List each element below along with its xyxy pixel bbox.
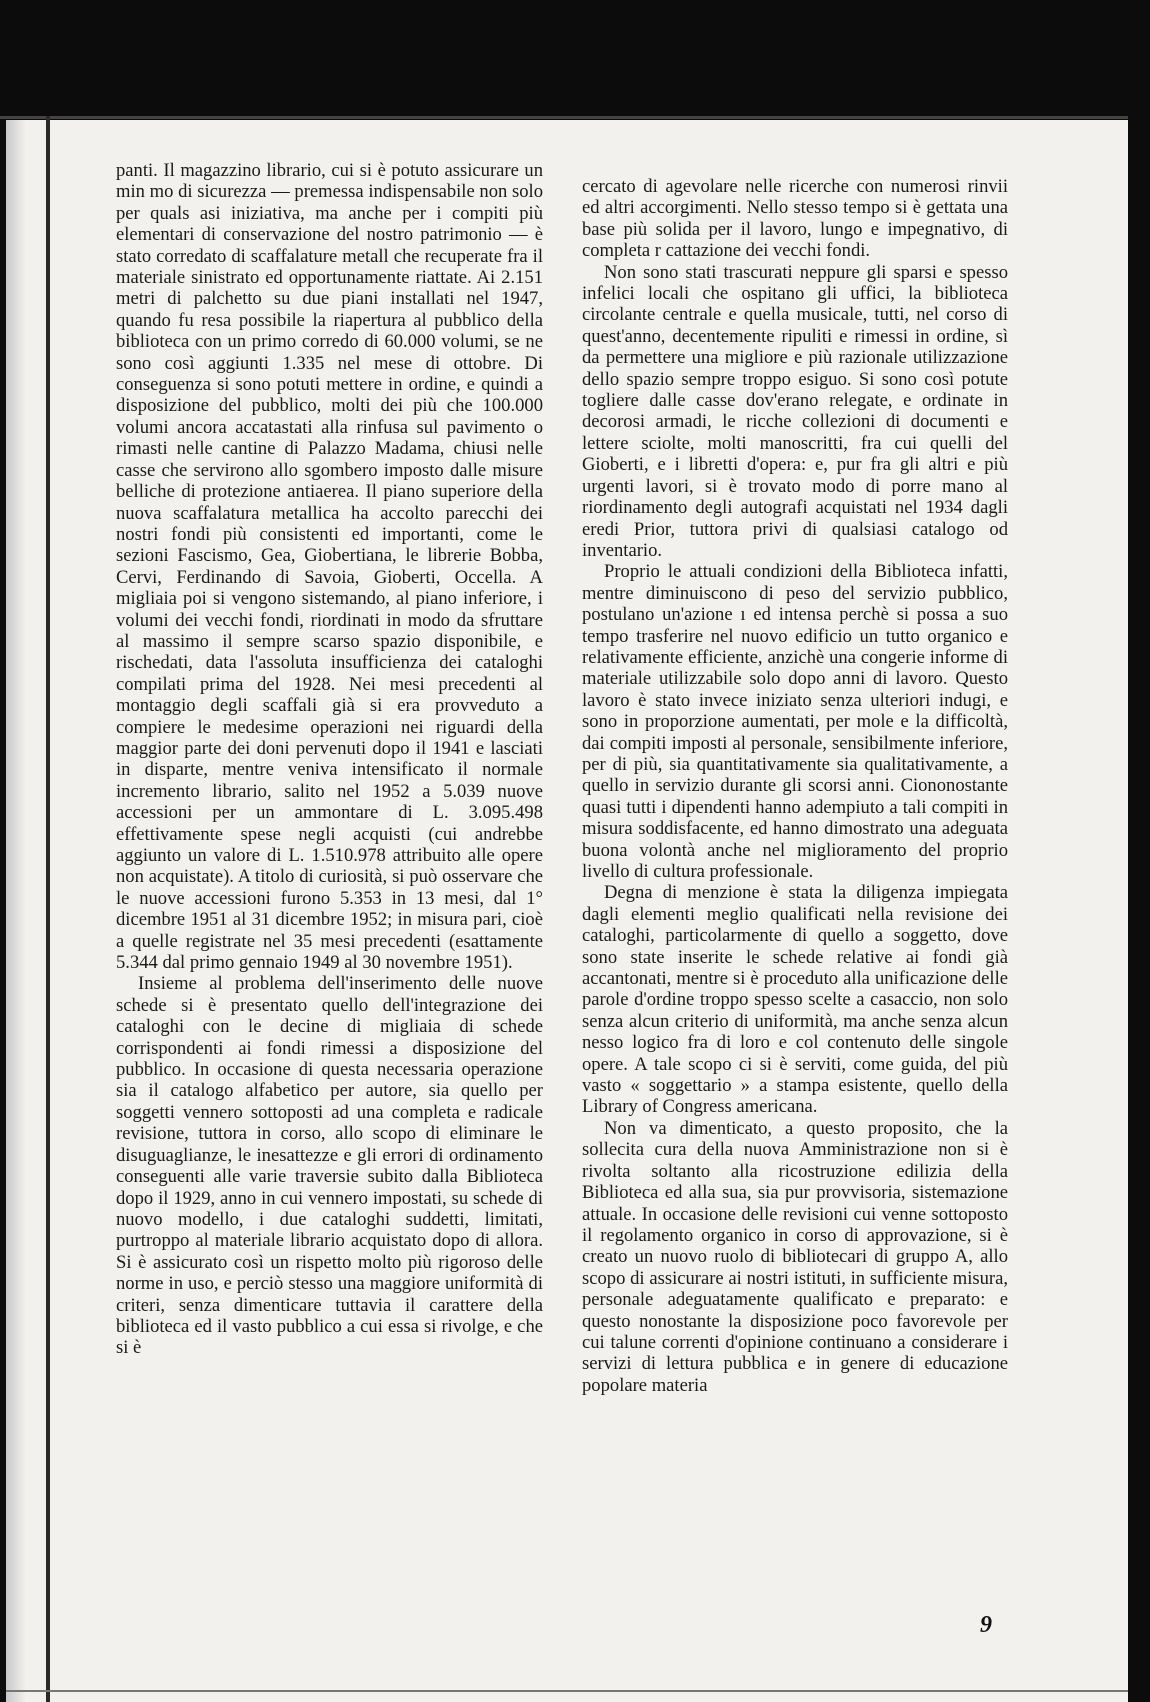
right-paragraph-2: Non sono stati trascurati neppure gli sparsi e spesso infelici locali che ospitano gli uffici, la biblioteca circolante centrale e quella musicale, tutti, nel corso di quest'anno, decentemente ripuliti e rimessi in ordine, sì da permettere una migliore e più razionale utilizzazione dello spazio sempre troppo esiguo. Si sono così potute togliere dalle casse dov'erano relegate, e ordinate in decorosi armadi, le ricche collezioni di documenti e lettere sciolte, molti manoscritti, fra cui quelli del Gioberti, e i libretti d'opera: e, pur fra gli altri e più urgenti lavori, si è trovato modo di porre mano al riordinamento degli autografi acquistati nel 1934 dagli eredi Prior, tuttora privi di qualsiasi catalogo od inventario. bbox=[582, 261, 1008, 561]
scan-border-top bbox=[0, 0, 1150, 120]
right-paragraph-4: Degna di menzione è stata la diligenza impiegata dagli elementi meglio qualificati nella revisione dei cataloghi, particolarmente di quello a soggetto, dove sono state inserite le schede relative ai fondi già accantonati, mentre si è proceduto alla unificazione delle parole d'ordine troppo spesso scelte a casaccio, non solo senza alcun criterio di uniformità, ma anche senza alcun nesso logico fra di loro e col contenuto delle singole opere. A tale scopo ci si è serviti, come guida, del più vasto « soggettario » a stampa esistente, quello della Library of Congress americana. bbox=[582, 882, 1008, 1118]
scan-border-right bbox=[1128, 0, 1150, 1702]
page-number: 9 bbox=[980, 1612, 992, 1638]
right-paragraph-5: Non va dimenticato, a questo proposito, che la sollecita cura della nuova Amministrazione non si è rivolta soltanto alla ricostruzione edilizia della Biblioteca ed alla sua, sia pur provvisoria, sistemazione attuale. In occasione delle revisioni cui venne sottoposto il regolamento organico in corso di approvazione, si è creato un nuovo ruolo di bibliotecari di gruppo A, allo scopo di assicurare ai nostri istituti, in sufficiente misura, personale adeguatamente qualificato e preparato: e questo nonostante la disposizione poco favorevole per cui talune correnti d'opinione continuano a considerare i servizi di lettura pubblica e in genere di educazione popolare materia bbox=[582, 1117, 1008, 1396]
left-paragraph-1: panti. Il magazzino librario, cui si è potuto assicurare un min mo di sicurezza — premessa indispensabile non solo per quals asi iniziativa, ma anche per i compiti più elementari di conservazione del nostro patrimonio — è stato corredato di scaffalature metall che recuperate fra il materiale sinistrato ed opportunamente riattate. Ai 2.151 metri di palchetto su due piani installati nel 1947, quando fu resa possibile la riapertura al pubblico della biblioteca con un primo corredo di 60.000 volumi, se ne sono così aggiunti 1.335 nel mese di ottobre. Di conseguenza si sono potuti mettere in ordine, e quindi a disposizione del pubblico, molti dei più che 100.000 volumi ancora accatastati alla rinfusa sul pavimento o rimasti nelle cantine di Palazzo Madama, chiusi nelle casse che servirono allo sgombero imposto dalle misure belliche di protezione antiaerea. Il piano superiore della nuova scaffalatura metallica ha accolto parecchi dei nostri fondi più consistenti ed importanti, come le sezioni Fascismo, Gea, Giobertiana, le librerie Bobba, Cervi, Ferdinando di Savoia, Gioberti, Occella. A migliaia poi si vengono sistemando, al piano inferiore, i volumi dei vecchi fondi, riordinati in modo da sfruttare al massimo il sempre scarso spazio disponibile, e rischedati, data l'assoluta insufficienza dei cataloghi compilati prima del 1928. Nei mesi precedenti al montaggio degli scaffali già si era provveduto a compiere le medesime operazioni nei riguardi della maggior parte dei doni pervenuti dopo il 1941 e lasciati in disparte, mentre veniva intensificato il normale incremento librario, salito nel 1952 a 5.039 nuove accessioni per un ammontare di L. 3.095.498 effettivamente spese negli acquisti (cui andrebbe aggiunto un valore di L. 1.510.978 attribuito alle opere non acquistate). A titolo di curiosità, si può osservare che le nuove accessioni furono 5.353 in 13 mesi, dal 1° dicembre 1951 al 31 dicembre 1952; in misura pari, cioè a quelle registrate nel 35 mesi precedenti (esattamente 5.344 dal primo gennaio 1949 al 30 novembre 1951). bbox=[116, 160, 543, 974]
binding-edge bbox=[46, 116, 50, 1702]
left-paragraph-2: Insieme al problema dell'inserimento delle nuove schede si è presentato quello dell'integrazione dei cataloghi con le decine di migliaia di schede corrispondenti ai fondi rimessi a disposizione del pubblico. In occasione di questa necessaria operazione sia il catalogo alfabetico per autore, sia quello per soggetti vennero sottoposti ad una completa e radicale revisione, tuttora in corso, allo scopo di eliminare le disuguaglianze, le inesattezze e gli errori di ordinamento conseguenti alle varie traversie subito dalla Biblioteca dopo il 1929, anno in cui vennero impostati, su schede di nuovo modello, i due cataloghi suddetti, limitati, purtroppo al materiale librario acquistato dopo di allora. Si è assicurato così un rispetto molto più rigoroso delle norme in uso, e perciò stesso una maggiore uniformità di criteri, senza dimenticare tuttavia il carattere della biblioteca ed il vasto pubblico a cui essa si rivolge, e che si è bbox=[116, 973, 543, 1359]
right-paragraph-1: cercato di agevolare nelle ricerche con numerosi rinvii ed altri accorgimenti. Nello stesso tempo si è gettata una base più solida per il lavoro, lungo e impegnativo, di completa r cattazione dei vecchi fondi. bbox=[582, 176, 1008, 262]
page-top-edge bbox=[0, 116, 1128, 119]
right-paragraph-3: Proprio le attuali condizioni della Biblioteca infatti, mentre diminuiscono di peso del servizio pubblico, postulano un'azione ı ed intensa perchè si possa a suo tempo trasferire nel nuovo edificio un tutto organico e relativamente efficiente, anzichè una congerie informe di materiale utilizzabile solo dopo anni di lavoro. Questo lavoro è stato invece iniziato senza ulteriori indugi, e sono in proporzione aumentati, per mole e la difficoltà, dai compiti imposti al personale, sensibilmente inferiore, per di più, sia quantitativamente sia qualitativamente, a quello in servizio durante gli scorsi anni. Ciononostante quasi tutti i dipendenti hanno adempiuto a tali compiti in misura soddisfacente, ed hanno dimostrato una adeguata buona volontà anche nel miglioramento del proprio livello di cultura professionale. bbox=[582, 561, 1008, 882]
left-text-column bbox=[116, 160, 543, 1359]
page-gutter-shadow bbox=[6, 120, 26, 1702]
page-bottom-edge bbox=[6, 1690, 1128, 1692]
right-text-column bbox=[582, 176, 1008, 1396]
